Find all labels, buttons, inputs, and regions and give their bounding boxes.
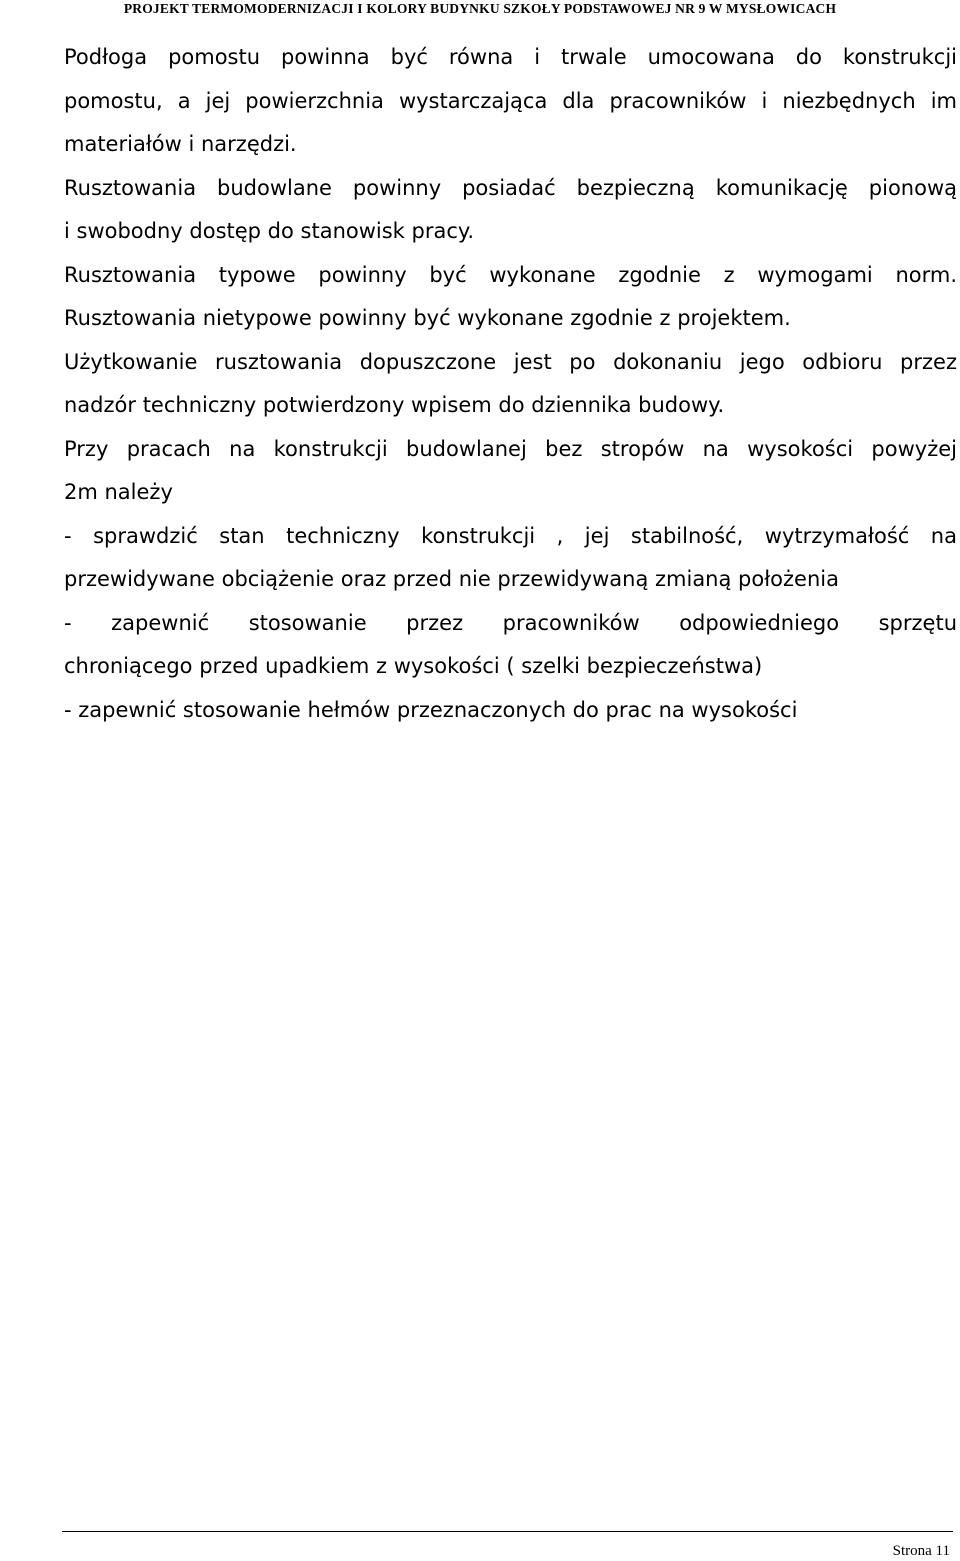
body-line-4: Rusztowania budowlane powinny posiadać bezpieczną komunikację pionową [64, 175, 957, 200]
document-header: PROJEKT TERMOMODERNIZACJI I KOLORY BUDYNKU SZKOŁY PODSTAWOWEJ NR 9 W MYSŁOWICACH [123, 1, 837, 16]
body-line-10: Przy pracach na konstrukcji budowlanej bez stropów na wysokości powyżej [64, 436, 957, 461]
body-line-15: chroniącego przed upadkiem z wysokości ( szelki bezpieczeństwa) [64, 654, 763, 678]
body-line-6: Rusztowania typowe powinny być wykonane zgodnie z wymogami norm. [64, 262, 957, 287]
body-line-8: Użytkowanie rusztowania dopuszczone jest po dokonaniu jego odbioru przez [64, 349, 957, 374]
body-line-11: 2m należy [64, 480, 173, 504]
body-line-3: materiałów i narzędzi. [64, 132, 297, 156]
body-line-7: Rusztowania nietypowe powinny być wykonane zgodnie z projektem. [64, 306, 791, 330]
body-line-12: - sprawdzić stan techniczny konstrukcji , jej stabilność, wytrzymałość na [64, 523, 957, 548]
body-line-14: - zapewnić stosowanie przez pracowników odpowiedniego sprzętu [64, 610, 957, 635]
footer-divider [62, 1531, 953, 1532]
body-line-2: pomostu, a jej powierzchnia wystarczająca dla pracowników i niezbędnych im [64, 88, 957, 113]
body-line-9: nadzór techniczny potwierdzony wpisem do dziennika budowy. [64, 393, 725, 417]
body-line-16: - zapewnić stosowanie hełmów przeznaczonych do prac na wysokości [64, 697, 798, 722]
page-number [893, 1542, 950, 1560]
body-line-13: przewidywane obciążenie oraz przed nie przewidywaną zmianą położenia [64, 567, 839, 591]
body-line-5: i swobodny dostęp do stanowisk pracy. [64, 219, 475, 243]
page-number-value: 11 [935, 1543, 950, 1559]
page-number-label: Strona [892, 1543, 932, 1559]
body-line-1: Podłoga pomostu powinna być równa i trwale umocowana do konstrukcji [64, 45, 957, 69]
document-body [64, 36, 957, 732]
